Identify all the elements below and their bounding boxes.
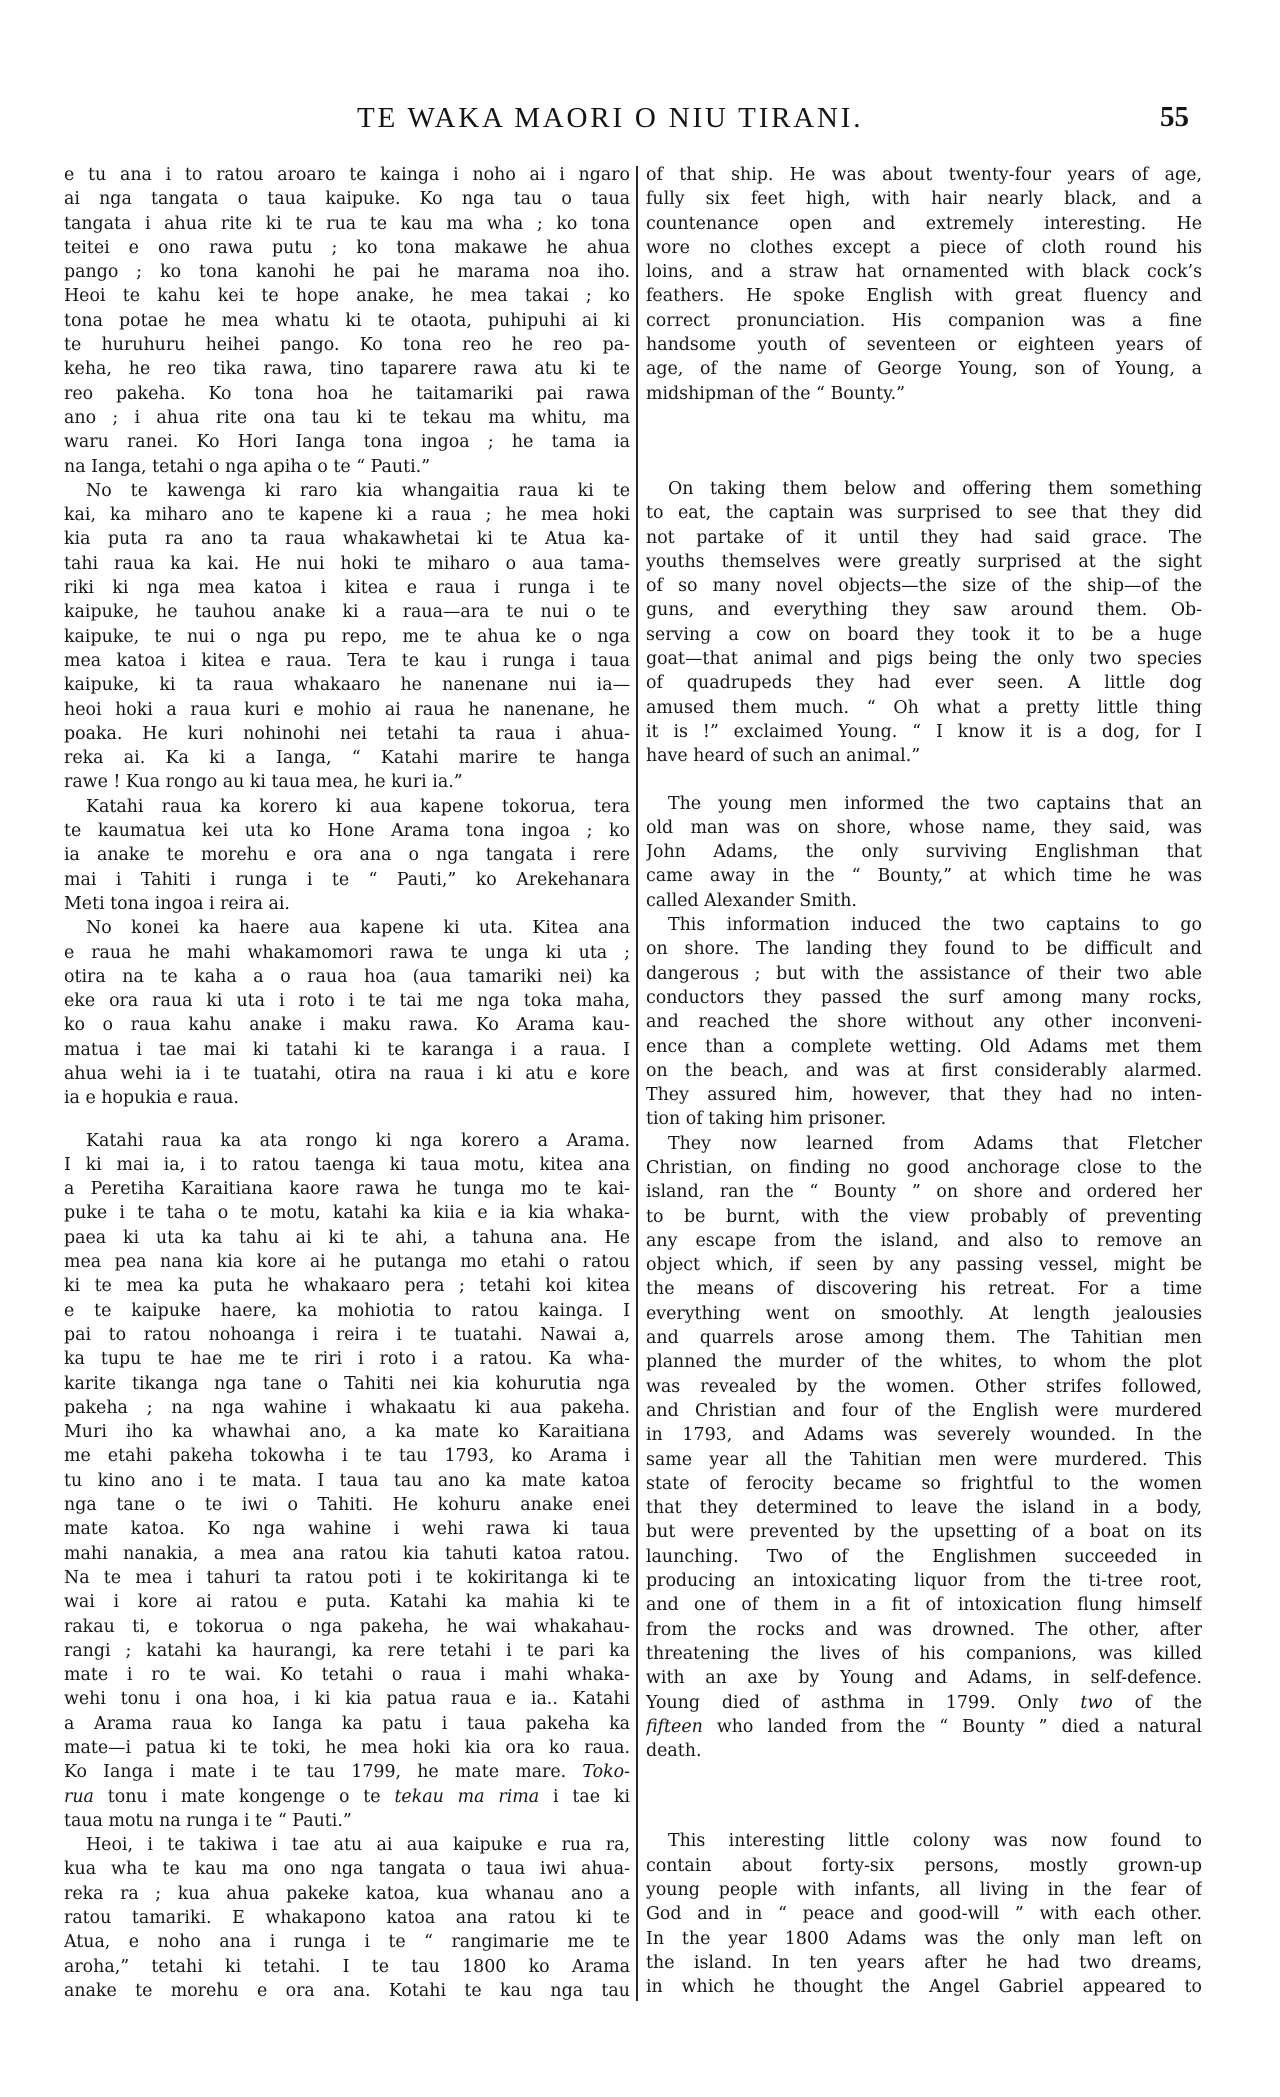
text-line: midshipman of the “ Bounty.”: [646, 383, 906, 404]
text-segment: i tae ki: [539, 1786, 630, 1807]
text-line: te kaumatua kei uta ko Hone Arama tona ingoa ; ko: [64, 821, 630, 842]
text-line: and one of them in a fit of intoxication flung himself: [646, 1595, 1202, 1616]
text-line: No konei ka haere aua kapene ki uta. Kitea ana: [86, 918, 630, 939]
text-line: serving a cow on board they took it to be a huge: [646, 624, 1202, 645]
text-line: producing an intoxicating liquor from the ti-tree root,: [646, 1571, 1202, 1592]
text-line: dangerous ; but with the assistance of their two able: [646, 963, 1202, 984]
text-line: tangata i ahua rite ki te rua te kau ma wha ; ko tona: [64, 213, 630, 234]
maori-text-column: [64, 163, 630, 2003]
paragraph: [646, 1132, 1202, 1764]
text-line: teitei e ono rawa putu ; ko tona makawe he ahua: [64, 237, 630, 258]
text-line: heoi hoki a raua kuri e mohio ai raua he nanenane, he: [64, 699, 630, 720]
italic-text: tekau ma rima: [394, 1786, 540, 1807]
text-line: ia e hopukia e raua.: [64, 1088, 239, 1109]
text-line: death.: [646, 1741, 702, 1762]
text-line: it is !” exclaimed Young. “ I know it is a dog, for I: [646, 721, 1202, 742]
text-line: ratou tamariki. E whakapono katoa ana ratou ki te: [64, 1908, 630, 1929]
text-line: the means of discovering his retreat. For a time: [646, 1279, 1202, 1300]
text-line: This information induced the two captains to go: [668, 915, 1202, 936]
text-line: object which, if seen by any passing vessel, might be: [646, 1255, 1202, 1276]
text-line: tu kino ano i te mata. I taua tau ano ka mate katoa: [64, 1470, 630, 1491]
text-line: ia anake te morehu e ora ana o nga tangata i rere: [64, 845, 630, 866]
text-line: I ki mai ia, i to ratou taenga ki taua motu, kitea ana: [64, 1154, 630, 1175]
text-line: age, of the name of George Young, son of Young, a: [646, 359, 1202, 380]
text-line: ence than a complete wetting. Old Adams met them: [646, 1036, 1202, 1057]
text-line: a Arama raua ko Ianga ka patu i taua pakeha ka: [64, 1713, 630, 1734]
text-line: e te kaipuke haere, ka mohiotia to ratou kainga. I: [64, 1300, 630, 1321]
text-line: otira na te kaha a o raua hoa (aua tamariki nei) ka: [64, 966, 630, 987]
paragraph: [64, 795, 630, 916]
text-line: They now learned from Adams that Fletcher: [668, 1133, 1202, 1154]
text-line: and reached the shore without any other inconveni-: [646, 1012, 1202, 1033]
text-line: countenance open and extremely interesting. He: [646, 213, 1202, 234]
text-line: Katahi raua ka korero ki aua kapene tokorua, tera: [86, 796, 630, 817]
italic-text: Toko-: [582, 1762, 630, 1783]
text-line: aroha,” tetahi ki tetahi. I te tau 1800 ko Arama: [64, 1956, 630, 1977]
text-line: on shore. The landing they found to be difficult and: [646, 939, 1202, 960]
text-line: launching. Two of the Englishmen succeeded in: [646, 1546, 1202, 1567]
text-segment: tonu i mate kongenge o te: [93, 1786, 395, 1807]
text-line: rakau ti, e tokorua o nga pakeha, he wai whakahau-: [64, 1616, 630, 1637]
text-line: kaipuke, te nui o nga pu repo, me te ahua ke o nga: [64, 626, 630, 647]
text-line: mea pea nana kia kore ai he putanga mo etahi o ratou: [64, 1252, 630, 1273]
text-line: loins, and a straw hat ornamented with black cock’s: [646, 262, 1202, 283]
paragraph: [646, 913, 1202, 1132]
text-line: island, ran the “ Bounty ” on shore and ordered her: [646, 1182, 1202, 1203]
text-line: amused them much. “ Oh what a pretty little thing: [646, 697, 1202, 718]
text-line: pakeha ; na nga wahine i whakaatu ki aua pakeha.: [64, 1397, 630, 1418]
text-line: On taking them below and offering them something: [668, 478, 1202, 499]
english-text-column: [646, 163, 1202, 1999]
text-line: Na te mea i tahuri ta ratou poti i te kokiritanga ki te: [64, 1567, 630, 1588]
text-line: ko o raua kahu anake i maku rawa. Ko Arama kau-: [64, 1015, 630, 1036]
text-line: Heoi, i te takiwa i tae atu ai aua kaipuke e rua ra,: [86, 1835, 630, 1856]
column-divider: [636, 166, 638, 2001]
text-line: reka ai. Ka ki a Ianga, “ Katahi marire te hanga: [64, 748, 630, 769]
text-line: paea ki uta ka tahu ai ki te ahi, a tahuna ana. He: [64, 1227, 630, 1248]
paragraph: [646, 792, 1202, 913]
text-line: any escape from the island, and also to remove an: [646, 1230, 1202, 1251]
paragraph: [64, 1833, 630, 2003]
text-line: from the rocks and was drowned. The other, after: [646, 1619, 1202, 1640]
text-line: not partake of it until they had said grace. The: [646, 527, 1202, 548]
text-line: ka tupu te hae me te riri i roto i a ratou. Ka wha-: [64, 1349, 630, 1370]
text-line: Muri iho ka whawhai ano, a ka mate ko Karaitiana: [64, 1422, 630, 1443]
text-line: Katahi raua ka ata rongo ki nga korero a Arama.: [86, 1130, 630, 1151]
text-line: tona potae he mea whatu ki te otaota, puhipuhi ai ki: [64, 310, 630, 331]
text-line: [646, 1691, 1202, 1715]
text-line: Christian, on finding no good anchorage close to the: [646, 1157, 1202, 1178]
text-line: me etahi pakeha tokowha i te tau 1793, ko Arama i: [64, 1446, 630, 1467]
text-line: goat—that animal and pigs being the only two species: [646, 649, 1202, 670]
text-line: and quarrels arose among them. The Tahitian men: [646, 1328, 1202, 1349]
text-line: wehi tonu i ona hoa, i ki kia patua raua e ia.. Katahi: [64, 1689, 630, 1710]
text-line: eke ora raua ki uta i roto i te tai me nga toka maha,: [64, 991, 630, 1012]
italic-text: fifteen: [646, 1716, 703, 1737]
text-line: rangi ; katahi ka haurangi, ka rere tetahi i te pari ka: [64, 1640, 630, 1661]
text-line: threatening the lives of his companions, was killed: [646, 1643, 1202, 1664]
text-line: the island. In ten years after he had two dreams,: [646, 1952, 1202, 1973]
text-line: God and in “ peace and good-will ” with each other.: [646, 1904, 1202, 1925]
text-segment: of the: [1112, 1692, 1202, 1713]
running-head-title: TE WAKA MAORI O NIU TIRANI.: [357, 102, 864, 134]
text-line: na Ianga, tetahi o nga apiha o te “ Pauti.”: [64, 456, 431, 477]
text-line: and Christian and four of the English were murdered: [646, 1400, 1202, 1421]
text-line: ki te mea ka puta he whakaaro pera ; tetahi koi kitea: [64, 1276, 630, 1297]
text-segment: who landed from the “ Bounty ” died a natural: [702, 1716, 1202, 1737]
text-line: nga tane o te iwi o Tahiti. He kohuru anake enei: [64, 1495, 630, 1516]
text-line: was revealed by the women. Other strifes followed,: [646, 1376, 1202, 1397]
text-line: mea katoa i kitea e raua. Tera te kau i runga i taua: [64, 650, 630, 671]
text-line: reka ra ; kua ahua pakeke katoa, kua whanau ano a: [64, 1883, 630, 1904]
text-line: In the year 1800 Adams was the only man left on: [646, 1928, 1202, 1949]
text-line: of quadrupeds they had ever seen. A little dog: [646, 673, 1202, 694]
paragraph: [646, 477, 1202, 769]
text-line: but were prevented by the upsetting of a boat on its: [646, 1522, 1202, 1543]
text-line: Heoi te kahu kei te hope anake, he mea takai ; ko: [64, 286, 630, 307]
text-line: kia puta ra ano ta raua whakawhetai ki te Atua ka-: [64, 529, 630, 550]
text-line: wore no clothes except a piece of cloth round his: [646, 237, 1202, 258]
text-line: e raua he mahi whakamomori rawa te unga ki uta ;: [64, 942, 630, 963]
text-line: The young men informed the two captains that an: [668, 793, 1202, 814]
text-line: e tu ana i to ratou aroaro te kainga i noho ai i ngaro: [64, 165, 630, 185]
text-line: mai i Tahiti i runga i te “ Pauti,” ko Arekehanara: [64, 869, 630, 890]
text-line: ai nga tangata o taua kaipuke. Ko nga tau o taua: [64, 189, 630, 210]
text-line: kaipuke, ki ta raua whakaaro he nanenane nui ia—: [64, 675, 630, 696]
text-line: pai to ratou nohoanga i reira i te tuatahi. Nawai a,: [64, 1324, 630, 1345]
text-line: contain about forty-six persons, mostly grown-up: [646, 1855, 1202, 1876]
text-line: mahi nanakia, a mea ana ratou kia tahuti katoa ratou.: [64, 1543, 630, 1564]
text-line: wai i kore ai ratou e puta. Katahi ka mahia ki te: [64, 1592, 630, 1613]
text-line: [64, 1760, 630, 1784]
text-line: waru ranei. Ko Hori Ianga tona ingoa ; he tama ia: [64, 432, 630, 453]
text-line: kai, ka miharo ano te kapene ki a raua ; he mea hoki: [64, 505, 630, 526]
paragraph: [64, 479, 630, 795]
text-line: puke i te taha o te motu, katahi ka kiia e ia kia whaka-: [64, 1203, 630, 1224]
italic-text: rua: [64, 1786, 94, 1807]
text-line: poaka. He kuri nohinohi nei tetahi ta raua i ahua-: [64, 723, 630, 744]
text-segment: Ko Ianga i mate i te tau 1799, he mate mare.: [64, 1762, 583, 1783]
text-line: on the beach, and was at first considerably alarmed.: [646, 1060, 1202, 1081]
text-line: This interesting little colony was now found to: [668, 1831, 1202, 1852]
text-line: anake te morehu e ora ana. Kotahi te kau nga tau: [64, 1980, 630, 2001]
text-line: Meti tona ingoa i reira ai.: [64, 893, 290, 914]
text-line: mate—i patua ki te toki, he mea hoki kia ora ko raua.: [64, 1738, 630, 1758]
text-line: young people with infants, all living in the fear of: [646, 1880, 1202, 1900]
text-line: old man was on shore, whose name, they said, was: [646, 817, 1202, 838]
text-line: taua motu na runga i te “ Pauti.”: [64, 1810, 352, 1831]
text-line: kua wha te kau ma ono nga tangata o taua iwi ahua-: [64, 1859, 630, 1880]
italic-text: two: [1080, 1692, 1113, 1713]
text-line: matua i tae mai ki tatahi ki te karanga i a raua. I: [64, 1039, 630, 1060]
text-line: feathers. He spoke English with great fluency and: [646, 286, 1202, 307]
text-line: John Adams, the only surviving Englishman that: [646, 842, 1202, 863]
text-line: correct pronunciation. His companion was a fine: [646, 310, 1202, 331]
text-line: youths themselves were greatly surprised at the sight: [646, 551, 1202, 572]
text-line: kaipuke, he tauhou anake ki a raua—ara te nui o te: [64, 602, 630, 623]
paragraph: [646, 163, 1202, 406]
text-line: a Peretiha Karaitiana kaore rawa he tunga mo te kai-: [64, 1179, 630, 1200]
text-line: of that ship. He was about twenty-four years of age,: [646, 165, 1202, 185]
text-line: of so many novel objects—the size of the ship—of the: [646, 576, 1202, 597]
text-line: Atua, e noho ana i runga i te “ rangimarie me te: [64, 1932, 630, 1953]
text-line: everything went on smoothly. At length jealousies: [646, 1303, 1202, 1324]
text-line: to be burnt, with the view probably of preventing: [646, 1206, 1202, 1227]
text-line: guns, and everything they saw around them. Ob-: [646, 600, 1202, 621]
text-line: that they determined to leave the island in a body,: [646, 1498, 1202, 1519]
paragraph: [64, 163, 630, 479]
paragraph: [64, 1129, 630, 1834]
text-line: same year all the Tahitian men were murdered. This: [646, 1449, 1202, 1470]
text-line: called Alexander Smith.: [646, 890, 857, 911]
text-line: pango ; ko tona kanohi he pai he marama noa iho.: [64, 262, 630, 283]
text-line: with an axe by Young and Adams, in self-defence.: [646, 1668, 1202, 1689]
text-line: came away in the “ Bounty,” at which time he was: [646, 866, 1202, 887]
paragraph: [646, 1829, 1202, 1999]
text-line: They assured him, however, that they had no inten-: [646, 1085, 1202, 1106]
text-line: state of ferocity became so frightful to the women: [646, 1473, 1202, 1494]
text-line: have heard of such an animal.”: [646, 746, 921, 767]
text-line: conductors they passed the surf among many rocks,: [646, 987, 1202, 1008]
text-line: riki ki nga mea katoa i kitea e raua i runga i te: [64, 578, 630, 599]
text-line: in which he thought the Angel Gabriel appeared to: [646, 1977, 1202, 1998]
text-line: keha, he reo tika rawa, tino taparere rawa atu ki te: [64, 359, 630, 380]
text-line: mate katoa. Ko nga wahine i wehi rawa ki taua: [64, 1519, 630, 1540]
text-line: [646, 1715, 1202, 1739]
text-line: rawe ! Kua rongo au ki taua mea, he kuri ia.”: [64, 772, 463, 793]
text-line: karite tikanga nga tane o Tahiti nei kia kohurutia nga: [64, 1373, 630, 1394]
text-line: ano ; i ahua rite ona tau ki te tekau ma whitu, ma: [64, 407, 630, 428]
text-line: in 1793, and Adams was severely wounded. In the: [646, 1425, 1202, 1446]
text-line: reo pakeha. Ko tona hoa he taitamariki pai rawa: [64, 383, 630, 404]
text-line: tahi raua ka kai. He nui hoki te miharo o aua tama-: [64, 553, 630, 574]
text-line: tion of taking him prisoner.: [646, 1109, 887, 1130]
text-line: No te kawenga ki raro kia whangaitia raua ki te: [86, 480, 630, 501]
text-line: fully six feet high, with hair nearly black, and a: [646, 189, 1202, 210]
text-line: to eat, the captain was surprised to see that they did: [646, 503, 1202, 524]
text-segment: Young died of asthma in 1799. Only: [646, 1692, 1081, 1713]
text-line: planned the murder of the whites, to whom the plot: [646, 1352, 1202, 1373]
text-line: ahua wehi ia i te tuatahi, otira na raua i ki atu e kore: [64, 1063, 630, 1084]
page-number: 55: [1160, 101, 1189, 133]
text-line: te huruhuru heihei pango. Ko tona reo he reo pa-: [64, 335, 630, 356]
text-line: [64, 1785, 630, 1809]
text-line: handsome youth of seventeen or eighteen years of: [646, 335, 1202, 356]
paragraph: [64, 916, 630, 1110]
text-line: mate i ro te wai. Ko tetahi o raua i mahi whaka-: [64, 1665, 630, 1686]
